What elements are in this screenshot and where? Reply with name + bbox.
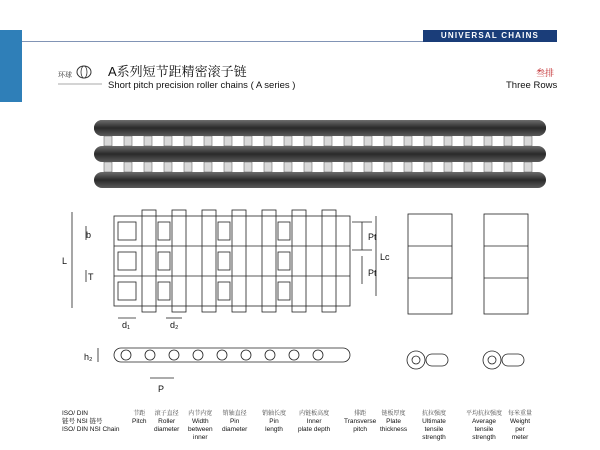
col-average-strength: 平均抗拉强度 Average tensile strength (466, 411, 503, 441)
label-Pt-1: Pt (368, 232, 377, 242)
label-P: P (158, 384, 165, 394)
rows-label-cn: 叁排 (536, 68, 555, 78)
page-title-en: Short pitch precision roller chains ( A series ) (108, 80, 296, 91)
col-iso-din: ISO/ DIN 链号 NSI 链号 ISO/ DIN NSI Chain (62, 410, 120, 433)
label-T: T (88, 272, 94, 282)
label-L: L (62, 256, 68, 266)
chain-technical-drawing (62, 200, 552, 406)
col-width-between: 内节内宽 Width between inner (188, 411, 213, 441)
spec-table-header (62, 410, 562, 450)
col-pin-length: 销轴长度 Pin length (262, 411, 287, 433)
col-inner-plate-depth: 内链板高度 Inner plate depth (298, 411, 331, 433)
brand-header-bar: UNIVERSAL CHAINS (423, 30, 557, 42)
col-plate-thickness: 链板厚度 Plate thickness (380, 411, 408, 433)
brand-logo-icon (58, 60, 102, 88)
rows-label-en: Three Rows (506, 80, 558, 91)
col-transverse-pitch: 排距 Transverse pitch (344, 411, 377, 433)
section-tab (0, 30, 22, 102)
label-d2: d₂ (170, 320, 179, 330)
logo-text: 环球 (58, 71, 72, 79)
page-title-cn: A系列短节距精密滚子链 (108, 64, 247, 79)
col-roller-diameter: 滚子直径 Roller diameter (154, 411, 180, 433)
label-d1: d₁ (122, 320, 131, 330)
col-pin-diameter: 销轴直径 Pin diameter (222, 411, 248, 433)
label-b: b (86, 230, 92, 240)
col-weight-per-meter: 每米重量 Weight per meter (508, 411, 533, 441)
label-Lc: Lc (380, 252, 390, 262)
chain-photo (94, 116, 546, 194)
label-Pt-2: Pt (368, 268, 377, 278)
header-rule (22, 41, 557, 42)
col-ultimate-strength: 抗拉强度 Ultimate tensile strength (422, 411, 447, 441)
col-pitch: 节距 Pitch (132, 411, 147, 425)
label-h2: h₂ (84, 352, 93, 362)
